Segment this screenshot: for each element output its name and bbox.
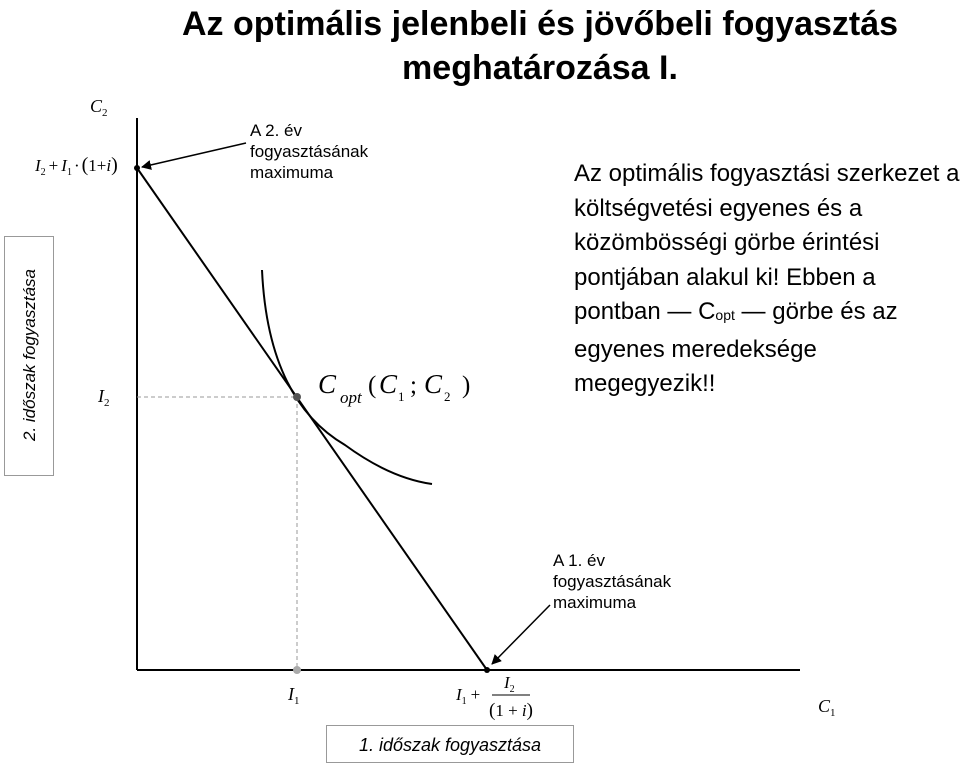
x-intercept-label [455,673,533,721]
year1-note-line-1: A 1. év [553,551,605,570]
year1-arrow [492,605,550,664]
title-line-2: meghatározása I. [402,49,678,87]
svg-text:(1 + i): (1 + i) [489,700,533,721]
x-axis-label: $C_1$ [818,696,836,719]
svg-text:C: C [379,369,398,399]
svg-text:C: C [318,369,337,399]
svg-text:): ) [462,372,471,399]
optimum-label [318,369,470,407]
svg-text:;: ; [410,372,417,399]
y-intercept-label [34,154,118,178]
indifference-curve [262,270,432,484]
x-axis-caption: 1. időszak fogyasztása [358,735,542,755]
y-axis-label: $C_2$ [90,96,108,119]
svg-text:I2+I1·(1+i): $I_2 + I_1 \cdot (1+i)$ [35,154,118,178]
svg-text:2: 2 [444,389,451,404]
year2-note-line-1: A 2. év [250,121,302,140]
year1-note-line-2: fogyasztásának [553,572,672,591]
year1-note-line-3: maximuma [553,593,637,612]
x-level-label: $I_1$ [288,684,300,707]
explanation-subscript: opt [715,307,735,323]
svg-text:(: ( [368,372,377,399]
y-intercept-point [134,165,140,171]
y-level-label: $I_2$ [98,386,110,409]
svg-text:opt: opt [340,388,362,407]
explanation-main: Az optimális fogyasztási szerkezet a költségvetési egyenes és a közömbösségi görbe érintési pontjában alakul ki! Ebben a pontban — C [574,160,960,325]
svg-text:I2: $I_2$ [504,673,515,695]
x-level-point [293,666,301,674]
title-line-1: Az optimális jelenbeli és jövőbeli fogyasztás [181,5,899,43]
x-intercept-point [484,667,490,673]
year2-arrow [142,143,246,167]
optimum-point [293,393,301,401]
svg-text:I1+: $I_1$ + [456,685,481,707]
svg-text:1: 1 [398,389,405,404]
explanation-tail: — görbe és az egyenes meredeksége megegyezik!! [574,298,898,397]
year2-note-line-3: maximuma [250,163,334,182]
svg-text:C: C [424,369,443,399]
y-axis-caption: 2. időszak fogyasztása [20,269,39,441]
year2-note-line-2: fogyasztásának [250,142,369,161]
